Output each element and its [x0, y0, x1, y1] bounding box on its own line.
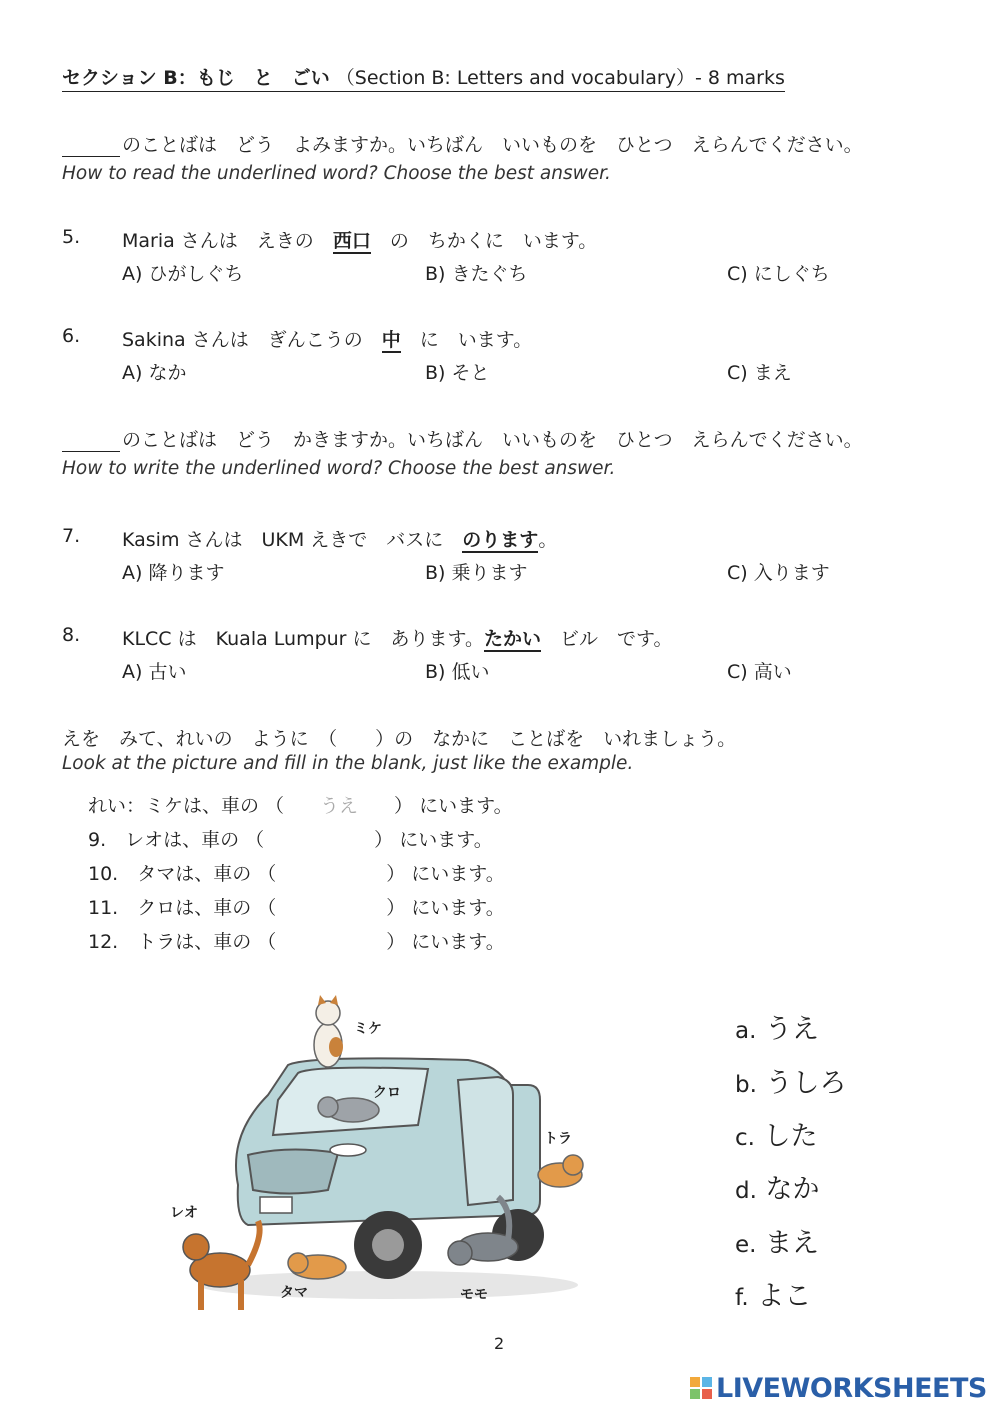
- instruction-reading-en: How to read the underlined word? Choose the best answer.: [62, 163, 611, 184]
- question-8-target: たかい: [484, 628, 542, 650]
- section-title-jp: セクション B：もじ と ごい: [62, 67, 330, 89]
- question-5-number: 5.: [62, 226, 81, 248]
- car-door: [458, 1077, 513, 1205]
- label-leo: レオ: [170, 1205, 198, 1221]
- section-title: [62, 63, 785, 92]
- cat-leo: [183, 1221, 260, 1310]
- choice-a: a. うえ: [735, 1014, 819, 1045]
- cat-tora: [538, 1155, 583, 1187]
- choice-b: b. うしろ: [735, 1068, 847, 1099]
- question-7-text: Kasim さんは UKM えきで バスに のります。: [122, 529, 558, 551]
- instruction-picture: えを みて、れいの ように （ ）の なかに ことばを いれましょう。: [62, 728, 737, 750]
- label-momo: モモ: [460, 1287, 488, 1303]
- question-8-number: 8.: [62, 624, 81, 646]
- question-6-number: 6.: [62, 325, 81, 347]
- question-5-option-b[interactable]: B) きたぐち: [425, 263, 528, 285]
- choice-c: c. した: [735, 1121, 818, 1152]
- choice-d: d. なか: [735, 1174, 820, 1205]
- instruction-writing-en: How to write the underlined word? Choose the best answer.: [62, 458, 616, 479]
- example-answer: うえ: [320, 795, 359, 817]
- label-kuro: クロ: [373, 1085, 401, 1101]
- label-tama: タマ: [280, 1285, 308, 1301]
- question-6-option-b[interactable]: B) そと: [425, 362, 490, 384]
- question-7-target: のります: [462, 529, 539, 551]
- question-7-number: 7.: [62, 525, 81, 547]
- question-8-option-a[interactable]: A) 古い: [122, 661, 187, 683]
- cat-tama: [288, 1253, 346, 1279]
- question-6-option-a[interactable]: A) なか: [122, 362, 187, 384]
- choice-f: f. よこ: [735, 1281, 812, 1312]
- question-7-option-a[interactable]: A) 降ります: [122, 562, 225, 584]
- question-5-option-c[interactable]: C) にしぐち: [727, 263, 830, 285]
- page-number: 2: [494, 1334, 505, 1353]
- section-title-en: （Section B: Letters and vocabulary）- 8 marks: [335, 67, 785, 89]
- car-grille: [248, 1149, 338, 1193]
- front-wheel-hub: [372, 1229, 404, 1261]
- fill-question-12: 12. トラは、車の （ ） にいます。: [88, 931, 505, 953]
- liveworksheets-icon: [690, 1377, 712, 1399]
- question-8-option-c[interactable]: C) 高い: [727, 661, 792, 683]
- question-5-text: Maria さんは えきの 西口 の ちかくに います。: [122, 230, 598, 252]
- fill-question-11: 11. クロは、車の （ ） にいます。: [88, 897, 505, 919]
- label-mike: ミケ: [354, 1021, 382, 1037]
- instruction-writing: のことばは どう かきますか。いちばん いいものを ひとつ えらんでください。: [62, 425, 863, 452]
- label-tora: トラ: [544, 1131, 572, 1147]
- example-sentence: れい：ミケは、車の （ うえ ） にいます。: [88, 795, 513, 817]
- instruction-picture-en: Look at the picture and fill in the blank, just like the example.: [62, 753, 634, 774]
- car-cats-illustration: [168, 985, 588, 1325]
- choice-e: e. まえ: [735, 1228, 820, 1259]
- question-5-target: 西口: [332, 230, 371, 252]
- question-5-option-a[interactable]: A) ひがしぐち: [122, 263, 244, 285]
- question-7-option-c[interactable]: C) 入ります: [727, 562, 830, 584]
- question-8-text: KLCC は Kuala Lumpur に あります。たかい ビル です。: [122, 628, 673, 650]
- liveworksheets-logo[interactable]: LIVEWORKSHEETS: [690, 1373, 987, 1404]
- question-6-text: Sakina さんは ぎんこうの 中 に います。: [122, 329, 533, 351]
- fill-question-9: 9. レオは、車の （ ） にいます。: [88, 829, 493, 851]
- license-plate: [260, 1197, 292, 1213]
- question-8-option-b[interactable]: B) 低い: [425, 661, 490, 683]
- instruction-reading: のことばは どう よみますか。いちばん いいものを ひとつ えらんでください。: [62, 130, 863, 157]
- question-7-option-b[interactable]: B) 乗ります: [425, 562, 528, 584]
- cat-mike: [314, 995, 343, 1067]
- fill-question-10: 10. タマは、車の （ ） にいます。: [88, 863, 505, 885]
- underline-blank: [62, 138, 120, 157]
- headlight: [330, 1144, 366, 1156]
- underline-blank: [62, 433, 120, 452]
- question-6-target: 中: [381, 329, 401, 351]
- question-6-option-c[interactable]: C) まえ: [727, 362, 792, 384]
